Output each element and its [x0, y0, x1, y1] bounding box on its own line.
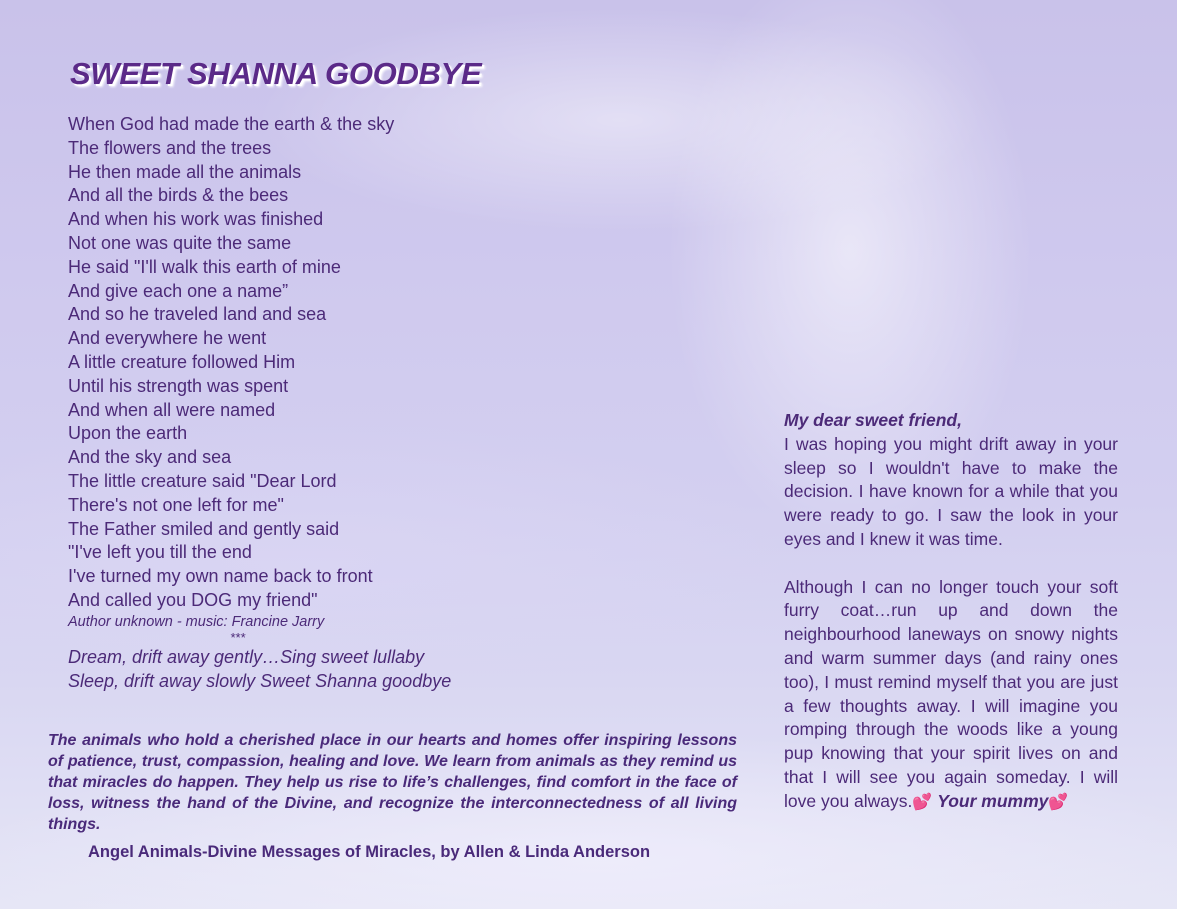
poem-line: Not one was quite the same [68, 232, 292, 253]
poem-line: I've turned my own name back to front [68, 566, 373, 587]
quote-source: Angel Animals-Divine Messages of Miracles, by Allen & Linda Anderson [88, 843, 651, 861]
poem-line: A little creature followed Him [68, 351, 296, 372]
poem-line: And so he traveled land and sea [68, 304, 327, 325]
poem-line: And give each one a name” [68, 280, 289, 301]
poem-line: And when all were named [68, 399, 276, 420]
poem-refrain-line: Sleep, drift away slowly Sweet Shanna goodbye [68, 670, 452, 691]
letter-paragraph: I was hoping you might drift away in your sleep so I wouldn't have to make the decision. I have known for a while that you were ready to go. I saw the look in your eyes and I knew it was time. [784, 433, 1118, 549]
page-title: SWEET SHANNA GOODBYE [70, 56, 482, 91]
letter-signoff: Your mummy [937, 790, 1049, 811]
poem-line: There's not one left for me" [68, 494, 284, 515]
poem-line: And when his work was finished [68, 209, 324, 230]
poem-refrain-line: Dream, drift away gently…Sing sweet lullaby [68, 646, 425, 667]
poem-line: And the sky and sea [68, 447, 232, 468]
poem-line: The flowers and the trees [68, 137, 272, 158]
poem-line: Until his strength was spent [68, 375, 289, 396]
poem-line: And called you DOG my friend" [68, 589, 318, 610]
heart-icon: 💕 [1048, 793, 1069, 811]
poem-separator: *** [230, 629, 246, 645]
poem-line: He said "I'll walk this earth of mine [68, 256, 341, 277]
letter-paragraph-closing [784, 576, 1118, 815]
poem-line: Upon the earth [68, 423, 188, 444]
poem-line: He then made all the animals [68, 161, 302, 182]
inspirational-quote: The animals who hold a cherished place in our hearts and homes offer inspiring lessons of patience, trust, compassion, healing and love. We learn from animals as they remind us that miracles do happen. They help us rise to life’s challenges, find comfort in the face of loss, witness the hand of the Divine, and recognize the interconnectedness of all living things. [48, 732, 737, 833]
poem-line: "I've left you till the end [68, 542, 252, 563]
poem-line: And all the birds & the bees [68, 185, 289, 206]
poem-line: The little creature said "Dear Lord [68, 470, 337, 491]
poem-line: And everywhere he went [68, 328, 267, 349]
poem-line: The Father smiled and gently said [68, 518, 340, 539]
poem [68, 113, 628, 693]
letter-greeting: My dear sweet friend, [784, 410, 962, 430]
poem-credit: Author unknown - music: Francine Jarry [68, 613, 325, 630]
heart-icon: 💕 [912, 793, 933, 811]
letter-paragraph-text: Although I can no longer touch your soft furry coat…run up and down the neighbourhood laneways on snowy nights and warm summer days (and rainy ones too), I must remind myself that you are just a few thoughts away. I will imagine you romping through the woods like a young pup knowing that your spirit lives on and that I will see you again someday. I will love you always. [784, 576, 1118, 811]
poem-line: When God had made the earth & the sky [68, 114, 395, 134]
letter [784, 409, 1118, 815]
